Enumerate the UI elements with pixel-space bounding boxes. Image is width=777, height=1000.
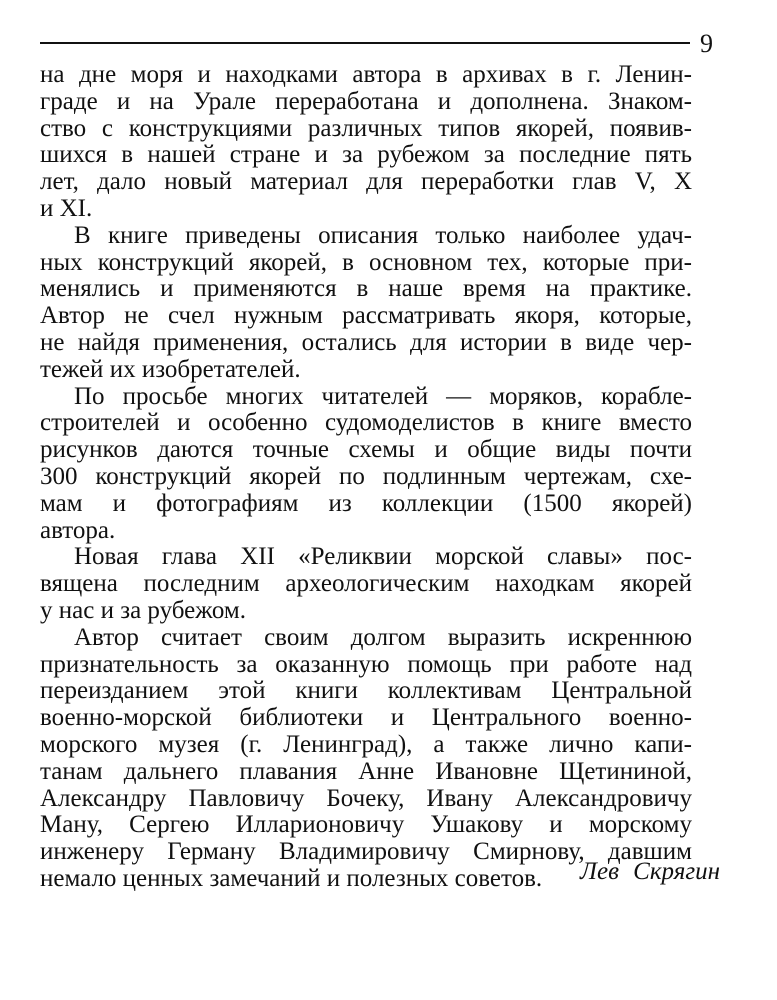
text-line: автора.	[40, 516, 116, 544]
paragraph-4	[40, 544, 692, 624]
text-line: шихся в нашей стране и за рубежом за последние пять	[40, 141, 692, 169]
text-line: инженеру Герману Владимировичу Смирнову, давшим	[40, 838, 692, 866]
text-line: рисунков даются точные схемы и общие виды почти	[40, 436, 692, 464]
page-number: 9	[700, 29, 713, 58]
text-line: признательность за оказанную помощь при работе над	[40, 650, 692, 678]
text-line: военно-морской библиотеки и Центрального военно-	[40, 704, 692, 732]
text-line: мам и фотографиям из коллекции (1500 якорей)	[40, 489, 692, 517]
text-line: танам дальнего плавания Анне Ивановне Щетининой,	[40, 757, 692, 785]
text-line: граде и на Урале переработана и дополнена. Знаком-	[40, 87, 692, 115]
paragraph-3	[40, 384, 692, 545]
text-line: на дне моря и находками автора в архивах в г. Ленин-	[40, 61, 692, 88]
text-line: вящена последним археологическим находкам якорей	[40, 570, 692, 598]
text-line: ство с конструкциями различных типов якорей, появив-	[40, 114, 692, 142]
text-line: немало ценных замечаний и полезных советов.	[40, 864, 543, 892]
text-line: менялись и применяются в наше время на практике.	[40, 275, 692, 303]
text-line: строителей и особенно судомоделистов в книге вместо	[40, 409, 692, 437]
text-line: морского музея (г. Ленинград), а также лично капи-	[40, 730, 692, 758]
text-line: Автор считает своим долгом выразить искреннюю	[74, 623, 692, 651]
text-line: Александру Павловичу Бочеку, Ивану Александровичу	[40, 784, 692, 812]
text-line: В книге приведены описания только наиболее удач-	[74, 221, 692, 249]
text-line: ных конструкций якорей, в основном тех, которые при-	[40, 248, 692, 276]
paragraph-1	[40, 62, 692, 223]
text-line: Автор не счел нужным рассматривать якоря, которые,	[40, 302, 692, 330]
paragraph-5	[40, 625, 692, 893]
text-line: у нас и за рубежом.	[40, 596, 246, 624]
text-line: лет, дало новый материал для переработки глав V, X	[40, 168, 692, 196]
text-line: Ману, Сергею Илларионовичу Ушакову и морскому	[40, 811, 692, 839]
text-line: 300 конструкций якорей по подлинным чертежам, схе-	[40, 462, 692, 490]
text-line: не найдя применения, остались для истории в виде чер-	[40, 328, 692, 356]
text-line: переизданием этой книги коллективам Центральной	[40, 677, 692, 705]
text-line: Новая глава XII «Реликвии морской славы» пос-	[74, 543, 692, 571]
author-signature: Лев Скрягин	[580, 858, 720, 885]
page-body	[40, 62, 692, 893]
text-line: тежей их изобретателей.	[40, 355, 301, 383]
text-line: и XI.	[40, 194, 93, 222]
paragraph-2	[40, 223, 692, 384]
text-line: По просьбе многих читателей — моряков, корабле-	[74, 382, 692, 410]
header-rule	[40, 42, 690, 44]
